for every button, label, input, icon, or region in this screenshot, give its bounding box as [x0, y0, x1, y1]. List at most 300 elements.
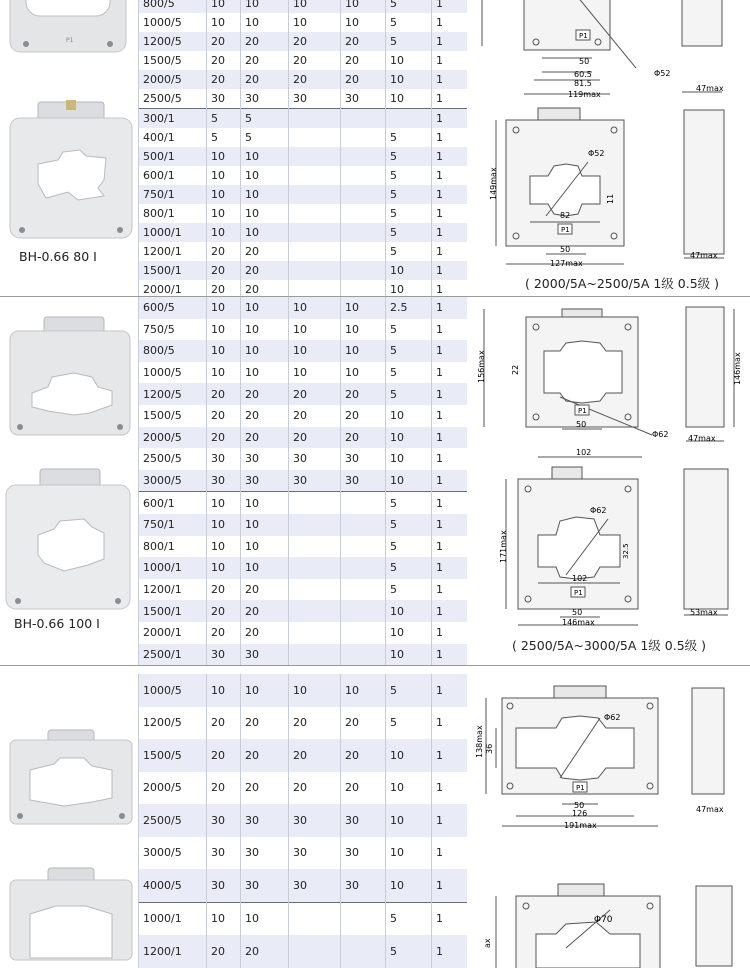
table-cell: 1500/1 — [139, 261, 207, 280]
table-cell: 10 — [289, 340, 341, 362]
table-cell: 10 — [386, 51, 432, 70]
table-row — [139, 51, 467, 70]
table-cell: 10 — [341, 674, 386, 707]
spec-table-1 — [138, 0, 467, 299]
table-cell: 10 — [341, 13, 386, 32]
table-cell — [289, 147, 341, 166]
table-cell: 10 — [341, 0, 386, 13]
ct-photo-120-a — [8, 730, 134, 826]
table-cell: 1 — [432, 707, 467, 740]
table-cell: 800/5 — [139, 0, 207, 13]
table-row — [139, 405, 467, 427]
table-cell: 30 — [289, 448, 341, 470]
table-cell: 30 — [241, 837, 289, 870]
table-cell: 600/1 — [139, 492, 207, 514]
table-cell — [289, 223, 341, 242]
table-row — [139, 470, 467, 492]
table-cell — [289, 514, 341, 536]
table-cell: 30 — [241, 448, 289, 470]
table-cell: 5 — [207, 128, 241, 147]
section-bh-120 — [0, 666, 750, 958]
table-cell: 30 — [241, 644, 289, 666]
table-row — [139, 297, 467, 319]
table-cell: 10 — [207, 492, 241, 514]
table-cell: 10 — [386, 869, 432, 902]
table-cell — [289, 644, 341, 666]
table-cell: 20 — [207, 622, 241, 644]
table-cell: 1200/5 — [139, 383, 207, 405]
diagram-120-a — [476, 682, 750, 842]
table-row — [139, 32, 467, 51]
table-cell: 5 — [241, 128, 289, 147]
table-cell: 10 — [289, 13, 341, 32]
table-cell — [341, 223, 386, 242]
table-row — [139, 242, 467, 261]
svg-text:50: 50 — [579, 57, 590, 66]
table-row — [139, 536, 467, 558]
svg-text:146max: 146max — [562, 618, 595, 627]
table-row — [139, 383, 467, 405]
svg-text:47max: 47max — [696, 805, 724, 814]
table-cell: 10 — [241, 557, 289, 579]
table-cell: 30 — [341, 837, 386, 870]
table-row — [139, 204, 467, 223]
table-cell: 1 — [432, 470, 467, 492]
table-cell: 1 — [432, 223, 467, 242]
table-cell: 10 — [386, 622, 432, 644]
table-cell: 750/5 — [139, 319, 207, 341]
table-cell: 3000/5 — [139, 837, 207, 870]
table-cell: 10 — [241, 340, 289, 362]
table-cell: 10 — [241, 185, 289, 204]
table-cell: 10 — [241, 536, 289, 558]
svg-text:146max: 146max — [733, 352, 742, 385]
table-cell: 500/1 — [139, 147, 207, 166]
table-cell: 2000/5 — [139, 70, 207, 89]
table-cell: 20 — [207, 242, 241, 261]
table-cell: 1200/1 — [139, 242, 207, 261]
table-cell: 5 — [386, 362, 432, 384]
table-row — [139, 147, 467, 166]
table-cell: 10 — [289, 319, 341, 341]
table-cell: 1200/1 — [139, 579, 207, 601]
svg-text:102: 102 — [572, 574, 588, 583]
table-cell: 20 — [207, 70, 241, 89]
table-cell — [289, 622, 341, 644]
table-cell: 10 — [241, 13, 289, 32]
table-row — [139, 772, 467, 805]
table-cell: 10 — [289, 674, 341, 707]
svg-text:119max: 119max — [568, 90, 601, 99]
table-cell: 1 — [432, 674, 467, 707]
table-row — [139, 557, 467, 579]
svg-text:Φ70: Φ70 — [594, 915, 613, 925]
table-cell: 30 — [289, 470, 341, 492]
table-cell: 20 — [207, 707, 241, 740]
svg-text:P1: P1 — [574, 589, 583, 597]
table-cell: 10 — [207, 362, 241, 384]
svg-text:156max: 156max — [477, 350, 486, 383]
table-cell: 20 — [207, 427, 241, 449]
table-cell: 5 — [207, 109, 241, 129]
table-cell: 20 — [289, 405, 341, 427]
table-cell: 800/1 — [139, 204, 207, 223]
table-cell: 5 — [386, 935, 432, 968]
table-cell: 10 — [241, 0, 289, 13]
table-cell: 800/1 — [139, 536, 207, 558]
table-cell: 1 — [432, 536, 467, 558]
table-cell: 10 — [386, 804, 432, 837]
table-cell: 1 — [432, 128, 467, 147]
ct-photo-top — [6, 0, 132, 56]
table-cell: 1000/5 — [139, 674, 207, 707]
table-cell: 1 — [432, 902, 467, 935]
table-cell: 600/1 — [139, 166, 207, 185]
table-cell: 1 — [432, 557, 467, 579]
table-cell: 30 — [207, 644, 241, 666]
svg-text:P1: P1 — [66, 37, 74, 44]
table-cell: 1 — [432, 837, 467, 870]
caption-80: ( 2000/5A~2500/5A 1级 0.5级 ) — [525, 276, 720, 291]
table-cell: 20 — [289, 32, 341, 51]
table-row — [139, 319, 467, 341]
table-cell: 5 — [386, 242, 432, 261]
table-row — [139, 739, 467, 772]
table-cell: 10 — [386, 470, 432, 492]
table-cell: 1 — [432, 70, 467, 89]
table-cell: 5 — [386, 707, 432, 740]
table-cell: 10 — [207, 0, 241, 13]
table-cell — [341, 935, 386, 968]
table-cell: 1 — [432, 600, 467, 622]
table-cell: 2.5 — [386, 297, 432, 319]
table-cell: 800/5 — [139, 340, 207, 362]
table-cell: 5 — [386, 147, 432, 166]
table-cell: 30 — [207, 837, 241, 870]
table-cell: 5 — [386, 204, 432, 223]
table-cell — [289, 166, 341, 185]
table-cell: 5 — [386, 128, 432, 147]
table-cell: 1 — [432, 935, 467, 968]
table-cell: 20 — [207, 579, 241, 601]
table-cell: 5 — [386, 674, 432, 707]
table-cell: 10 — [207, 674, 241, 707]
svg-text:P1: P1 — [579, 32, 588, 40]
table-cell — [341, 579, 386, 601]
table-row — [139, 644, 467, 666]
spec-table-2 — [138, 297, 467, 665]
table-cell — [289, 242, 341, 261]
table-cell: 10 — [207, 557, 241, 579]
table-cell: 20 — [207, 600, 241, 622]
table-cell: 20 — [289, 707, 341, 740]
table-cell: 5 — [386, 902, 432, 935]
svg-text:60.5: 60.5 — [574, 70, 592, 79]
table-cell: 5 — [386, 340, 432, 362]
table-row — [139, 902, 467, 935]
table-cell: 20 — [207, 405, 241, 427]
table-cell: 5 — [386, 319, 432, 341]
table-cell: 5 — [386, 514, 432, 536]
svg-text:32.5: 32.5 — [622, 543, 630, 559]
table-cell: 30 — [341, 448, 386, 470]
table-cell: 30 — [207, 470, 241, 492]
table-cell: 30 — [341, 470, 386, 492]
table-cell: 1500/1 — [139, 600, 207, 622]
diagram-80-b — [476, 104, 750, 274]
table-cell: 2500/5 — [139, 89, 207, 109]
svg-text:127max: 127max — [550, 259, 583, 268]
table-row — [139, 70, 467, 89]
table-cell: 1 — [432, 280, 467, 299]
table-row — [139, 869, 467, 902]
table-cell: 5 — [386, 383, 432, 405]
table-cell: 20 — [341, 70, 386, 89]
svg-text:149max: 149max — [489, 167, 498, 200]
svg-text:36: 36 — [485, 743, 494, 754]
model-label-100: BH-0.66 100 I — [14, 616, 100, 631]
table-cell: 20 — [207, 383, 241, 405]
table-cell: 10 — [386, 600, 432, 622]
table-cell: 2000/5 — [139, 772, 207, 805]
svg-text:50: 50 — [576, 420, 587, 429]
table-cell — [341, 147, 386, 166]
table-cell: 10 — [241, 297, 289, 319]
table-cell: 30 — [207, 89, 241, 109]
table-cell: 20 — [341, 383, 386, 405]
svg-text:102: 102 — [576, 448, 592, 457]
table-cell: 20 — [207, 772, 241, 805]
table-cell: 30 — [241, 470, 289, 492]
ct-photo-120-b — [8, 868, 134, 949]
table-row — [139, 674, 467, 707]
ct-photo-80 — [8, 100, 134, 242]
table-cell — [289, 492, 341, 514]
svg-text:50: 50 — [572, 608, 583, 617]
svg-text:50: 50 — [560, 245, 571, 254]
table-cell: 20 — [207, 32, 241, 51]
table-cell: 10 — [207, 297, 241, 319]
table-cell: 2500/5 — [139, 448, 207, 470]
table-cell: 20 — [241, 579, 289, 601]
table-cell: 20 — [289, 51, 341, 70]
section-bh-100 — [0, 297, 750, 665]
table-cell: 1000/1 — [139, 902, 207, 935]
table-cell — [341, 128, 386, 147]
table-cell: 20 — [207, 935, 241, 968]
table-cell: 10 — [386, 837, 432, 870]
table-cell: 1 — [432, 869, 467, 902]
table-cell: 1 — [432, 427, 467, 449]
table-cell: 20 — [241, 383, 289, 405]
table-row — [139, 109, 467, 129]
table-cell: 10 — [207, 319, 241, 341]
svg-text:Φ62: Φ62 — [590, 506, 607, 515]
table-cell — [341, 492, 386, 514]
table-cell: 10 — [386, 427, 432, 449]
table-row — [139, 804, 467, 837]
table-cell: 1 — [432, 405, 467, 427]
table-cell: 5 — [386, 492, 432, 514]
table-cell: 10 — [207, 223, 241, 242]
table-cell: 1 — [432, 51, 467, 70]
table-cell: 10 — [241, 902, 289, 935]
table-cell: 10 — [241, 204, 289, 223]
table-cell: 1200/5 — [139, 707, 207, 740]
ct-photo-100-a — [8, 315, 134, 439]
table-cell: 10 — [386, 739, 432, 772]
table-row — [139, 514, 467, 536]
svg-text:171max: 171max — [499, 530, 508, 563]
table-row — [139, 492, 467, 514]
spec-table-3 — [138, 674, 467, 968]
table-cell: 1500/5 — [139, 51, 207, 70]
svg-text:Φ52: Φ52 — [654, 69, 671, 78]
table-cell: 20 — [341, 32, 386, 51]
table-row — [139, 935, 467, 968]
table-cell: 5 — [386, 32, 432, 51]
table-cell — [341, 204, 386, 223]
table-cell: 1200/5 — [139, 32, 207, 51]
table-cell: 1 — [432, 109, 467, 129]
table-cell: 1 — [432, 514, 467, 536]
svg-text:Φ52: Φ52 — [588, 149, 605, 158]
svg-text:22: 22 — [511, 364, 520, 375]
diagram-100-a — [476, 301, 750, 451]
table-cell: 20 — [341, 772, 386, 805]
table-row — [139, 448, 467, 470]
diagram-100-b — [476, 447, 750, 627]
table-cell: 20 — [207, 51, 241, 70]
table-cell: 20 — [241, 772, 289, 805]
table-cell: 1 — [432, 166, 467, 185]
table-cell: 1 — [432, 340, 467, 362]
caption-100: ( 2500/5A~3000/5A 1级 0.5级 ) — [512, 638, 707, 653]
table-cell — [341, 166, 386, 185]
svg-text:126: 126 — [572, 809, 588, 818]
table-cell: 10 — [289, 0, 341, 13]
table-cell: 20 — [241, 261, 289, 280]
table-cell: 1000/5 — [139, 13, 207, 32]
table-cell: 10 — [207, 536, 241, 558]
svg-text:81.5: 81.5 — [574, 79, 592, 88]
table-cell: 20 — [207, 739, 241, 772]
table-cell — [289, 902, 341, 935]
table-cell — [341, 109, 386, 129]
table-cell: 1 — [432, 13, 467, 32]
section-bh-80 — [0, 0, 750, 296]
table-cell: 30 — [207, 869, 241, 902]
table-cell: 750/1 — [139, 514, 207, 536]
table-row — [139, 128, 467, 147]
table-cell: 30 — [289, 804, 341, 837]
svg-text:ax: ax — [483, 938, 492, 948]
table-cell: 2500/1 — [139, 644, 207, 666]
table-cell — [289, 109, 341, 129]
table-cell: 5 — [386, 579, 432, 601]
table-row — [139, 166, 467, 185]
table-cell: 1000/5 — [139, 362, 207, 384]
table-cell: 10 — [241, 147, 289, 166]
ct-photo-100-b — [4, 467, 134, 613]
table-cell: 10 — [241, 362, 289, 384]
table-row — [139, 600, 467, 622]
table-cell: 10 — [289, 297, 341, 319]
table-row — [139, 622, 467, 644]
table-cell: 1 — [432, 383, 467, 405]
diagram-80-a — [476, 0, 750, 100]
table-cell: 20 — [241, 70, 289, 89]
table-cell: 1 — [432, 448, 467, 470]
table-cell: 20 — [289, 739, 341, 772]
svg-text:Φ62: Φ62 — [652, 430, 669, 439]
table-cell: 10 — [241, 492, 289, 514]
table-cell — [289, 185, 341, 204]
table-cell: 2000/5 — [139, 427, 207, 449]
table-cell: 1 — [432, 242, 467, 261]
table-cell — [289, 600, 341, 622]
table-cell: 20 — [241, 935, 289, 968]
table-cell: 1000/1 — [139, 557, 207, 579]
table-cell: 20 — [207, 261, 241, 280]
table-cell: 10 — [241, 223, 289, 242]
table-cell — [341, 622, 386, 644]
table-cell: 30 — [241, 89, 289, 109]
table-cell: 2000/1 — [139, 280, 207, 299]
table-cell: 10 — [386, 89, 432, 109]
table-cell — [341, 600, 386, 622]
table-cell — [289, 261, 341, 280]
table-cell: 30 — [207, 448, 241, 470]
table-row — [139, 707, 467, 740]
table-cell: 10 — [341, 297, 386, 319]
table-cell: 1 — [432, 32, 467, 51]
table-cell: 10 — [386, 644, 432, 666]
table-cell: 20 — [341, 405, 386, 427]
table-cell: 10 — [386, 772, 432, 805]
table-cell: 1500/5 — [139, 405, 207, 427]
table-cell: 1 — [432, 579, 467, 601]
table-cell: 30 — [341, 89, 386, 109]
table-row — [139, 223, 467, 242]
table-cell: 10 — [207, 340, 241, 362]
table-cell: 20 — [207, 280, 241, 299]
table-cell: 600/5 — [139, 297, 207, 319]
table-cell: 10 — [207, 204, 241, 223]
table-cell: 20 — [289, 427, 341, 449]
table-cell: 20 — [241, 622, 289, 644]
diagram-120-b — [476, 878, 750, 949]
table-cell — [341, 514, 386, 536]
table-cell: 20 — [289, 772, 341, 805]
table-cell: 10 — [386, 405, 432, 427]
table-cell — [289, 128, 341, 147]
svg-text:11: 11 — [606, 193, 615, 204]
table-cell: 5 — [386, 166, 432, 185]
table-cell: 20 — [289, 383, 341, 405]
table-cell: 5 — [386, 223, 432, 242]
table-cell: 30 — [341, 869, 386, 902]
table-cell: 30 — [341, 804, 386, 837]
table-cell: 20 — [341, 427, 386, 449]
svg-text:50: 50 — [574, 801, 585, 810]
table-cell: 20 — [341, 51, 386, 70]
table-cell: 20 — [341, 707, 386, 740]
table-cell — [386, 109, 432, 129]
svg-text:82: 82 — [560, 211, 571, 220]
table-cell: 1 — [432, 185, 467, 204]
table-cell — [289, 557, 341, 579]
